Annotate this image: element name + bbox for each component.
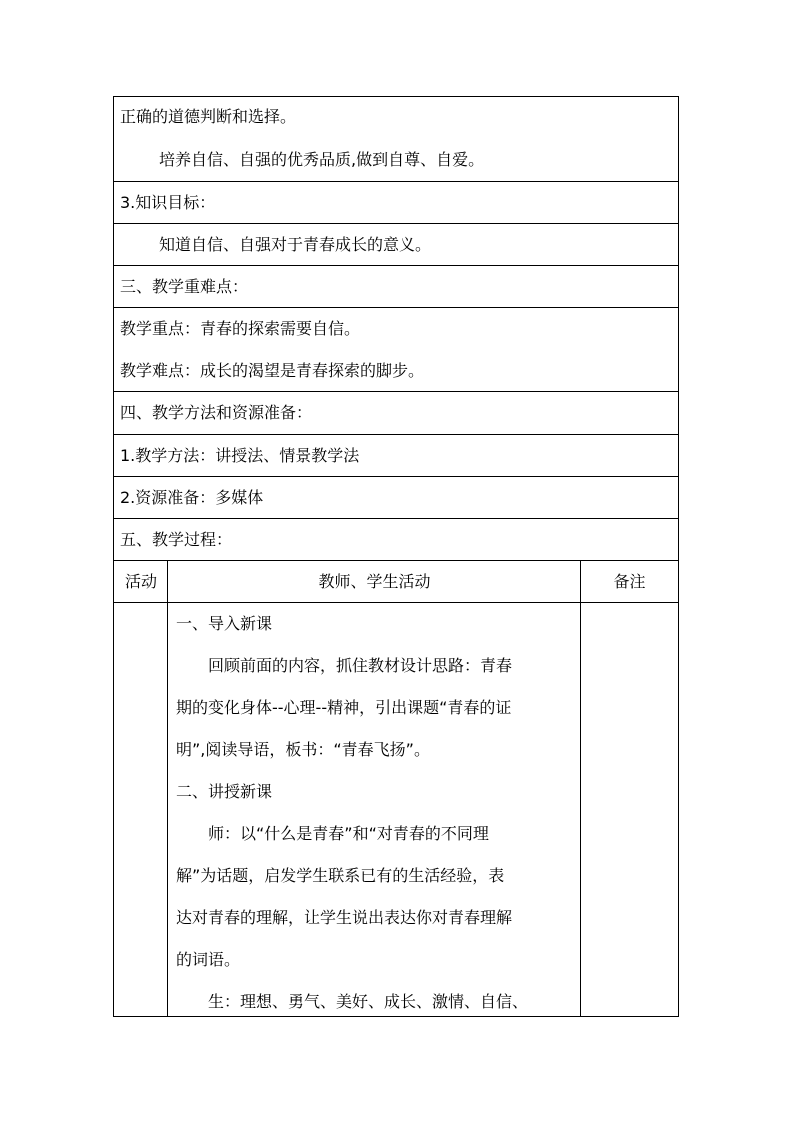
process-table-header bbox=[114, 561, 678, 603]
section-heading: 五、教学过程： bbox=[120, 530, 233, 549]
lesson-plan-table bbox=[113, 96, 679, 1017]
process-heading-row bbox=[114, 519, 678, 561]
text-line: 教学难点：成长的渴望是青春探索的脚步。 bbox=[120, 361, 425, 380]
text-line: 3.知识目标： bbox=[120, 193, 216, 212]
header-cell-activity bbox=[114, 561, 168, 602]
text-line: 解”为话题，启发学生联系已有的生活经验，表 bbox=[176, 866, 505, 885]
text-line: 二、讲授新课 bbox=[176, 782, 273, 801]
text-line: 生：理想、勇气、美好、成长、激情、自信、 bbox=[208, 992, 529, 1011]
activity-cell bbox=[114, 603, 167, 1016]
text-line: 师：以“什么是青春”和“对青春的不同理 bbox=[208, 824, 489, 843]
header-cell-teacher-student bbox=[168, 561, 581, 602]
text-line: 2.资源准备：多媒体 bbox=[120, 488, 264, 507]
key-points-heading-row bbox=[114, 266, 678, 308]
text-line: 的词语。 bbox=[176, 950, 241, 969]
text-line: 一、导入新课 bbox=[176, 614, 273, 633]
teacher-student-activity-cell bbox=[168, 603, 580, 1016]
text-line: 回顾前面的内容，抓住教材设计思路：青春 bbox=[208, 656, 513, 675]
section-heading: 三、教学重难点： bbox=[120, 277, 249, 296]
resources-row bbox=[114, 477, 678, 519]
knowledge-goal-row bbox=[114, 224, 678, 266]
method-row bbox=[114, 435, 678, 477]
text-line: 正确的道德判断和选择。 bbox=[120, 107, 297, 126]
text-line: 期的变化身体--心理--精神，引出课题“青春的证 bbox=[176, 698, 512, 717]
header-cell-notes bbox=[581, 561, 678, 602]
text-line: 达对青春的理解，让学生说出表达你对青春理解 bbox=[176, 908, 513, 927]
header-label: 活动 bbox=[124, 572, 157, 591]
text-line: 1.教学方法：讲授法、情景教学法 bbox=[120, 446, 360, 465]
text-line: 明”,阅读导语，板书：“青春飞扬”。 bbox=[176, 740, 430, 759]
text-line: 培养自信、自强的优秀品质,做到自尊、自爱。 bbox=[159, 150, 485, 169]
key-points-row bbox=[114, 308, 678, 392]
methods-heading-row bbox=[114, 392, 678, 435]
header-label: 教师、学生活动 bbox=[318, 572, 431, 591]
text-line: 知道自信、自强对于青春成长的意义。 bbox=[159, 235, 432, 254]
objective-row bbox=[114, 97, 678, 182]
notes-cell bbox=[581, 603, 678, 1016]
text-line: 教学重点：青春的探索需要自信。 bbox=[120, 319, 361, 338]
knowledge-goal-heading-row bbox=[114, 182, 678, 224]
header-label: 备注 bbox=[613, 572, 646, 591]
section-heading: 四、教学方法和资源准备： bbox=[120, 403, 313, 422]
